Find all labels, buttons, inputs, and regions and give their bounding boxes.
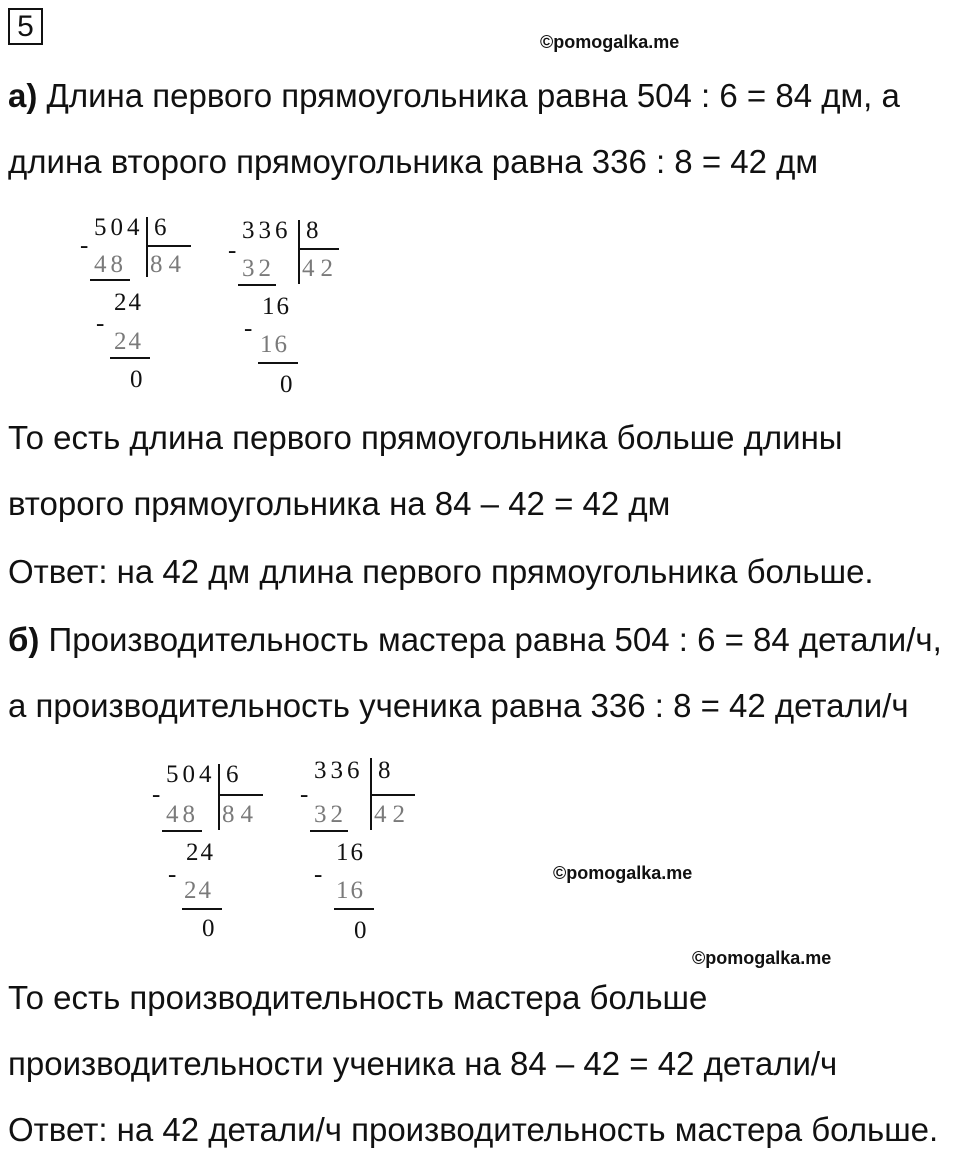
part-b-line-1: [8, 620, 942, 660]
watermark-top: ©pomogalka.me: [540, 32, 680, 52]
subtrahend-2: 16: [260, 331, 289, 358]
part-b-text-1: Производительность мастера равна 504 : 6 = 84 детали/ч,: [39, 621, 942, 658]
watermark-bottom: ©pomogalka.me: [692, 948, 832, 968]
part-a-answer: Ответ: на 42 дм длина первого прямоугольника больше.: [8, 553, 874, 590]
part-a-marker: а): [8, 77, 38, 114]
watermark-middle: ©pomogalka.me: [553, 863, 693, 883]
minus-sign: -: [300, 781, 309, 808]
part-b-line-2: а производительность ученика равна 336 : 8 = 42 детали/ч: [8, 687, 909, 724]
dividend: 504: [94, 214, 144, 241]
subtrahend-1: 32: [314, 801, 347, 828]
minus-sign-2: -: [168, 861, 177, 888]
divisor: 8: [378, 757, 391, 784]
subtrahend-1: 48: [94, 251, 127, 278]
minus-sign: -: [80, 232, 89, 259]
part-b-line-3: То есть производительность мастера больше: [8, 979, 708, 1016]
remainder-1: 16: [336, 839, 365, 866]
part-b-line-4: производительности ученика на 84 – 42 = 42 детали/ч: [8, 1045, 838, 1082]
part-b-marker: б): [8, 621, 40, 658]
quotient: 42: [302, 255, 339, 282]
remainder-1: 24: [114, 289, 143, 316]
final-remainder: 0: [130, 366, 143, 393]
minus-sign-2: -: [96, 310, 105, 337]
remainder-1: 24: [186, 839, 215, 866]
subtrahend-1: 32: [242, 255, 275, 282]
final-remainder: 0: [354, 917, 367, 944]
subtrahend-2: 16: [336, 877, 365, 904]
minus-sign-2: -: [314, 861, 323, 888]
minus-sign: -: [228, 237, 237, 264]
subtrahend-2: 24: [184, 877, 213, 904]
subtrahend-2: 24: [114, 328, 143, 355]
dividend: 336: [314, 757, 364, 784]
part-a-line-4: второго прямоугольника на 84 – 42 = 42 дм: [8, 485, 671, 522]
subtrahend-1: 48: [166, 801, 199, 828]
divisor: 6: [154, 214, 167, 241]
divisor: 6: [226, 761, 239, 788]
part-b-answer: Ответ: на 42 детали/ч производительность мастера больше.: [8, 1111, 939, 1148]
minus-sign: -: [152, 781, 161, 808]
dividend: 504: [166, 761, 216, 788]
part-a-line-3: То есть длина первого прямоугольника больше длины: [8, 419, 843, 456]
remainder-1: 16: [262, 293, 291, 320]
task-number: 5: [8, 8, 43, 45]
minus-sign-2: -: [244, 315, 253, 342]
quotient: 84: [150, 251, 187, 278]
part-a-line-1: [8, 76, 900, 116]
quotient: 84: [222, 801, 259, 828]
final-remainder: 0: [202, 915, 215, 942]
dividend: 336: [242, 217, 292, 244]
part-a-line-2: длина второго прямоугольника равна 336 : 8 = 42 дм: [8, 143, 819, 180]
final-remainder: 0: [280, 371, 293, 398]
divisor: 8: [306, 217, 319, 244]
quotient: 42: [374, 801, 411, 828]
part-a-text-1: Длина первого прямоугольника равна 504 : 6 = 84 дм, а: [37, 77, 900, 114]
